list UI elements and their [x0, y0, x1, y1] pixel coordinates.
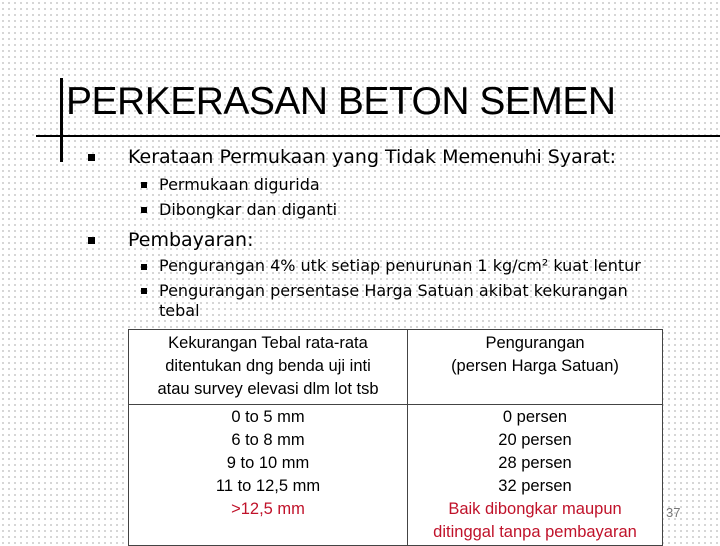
thickness-values-cell: 0 to 5 mm 6 to 8 mm 9 to 10 mm 11 to 12,5 mm >12,5 mm	[129, 405, 408, 546]
slide-title: PERKERASAN BETON SEMEN	[66, 80, 616, 123]
header-thickness-deficiency: Kekurangan Tebal rata-rata ditentukan dng benda uji inti atau survey elevasi dlm lot tsb	[129, 330, 408, 405]
sub-bullet-square-icon	[141, 182, 147, 188]
page-number: 37	[666, 505, 681, 520]
header-deduction: Pengurangan (persen Harga Satuan)	[408, 330, 663, 405]
sub-bullet-kekurangan-tebal-cont: tebal	[159, 301, 200, 320]
deduction-table	[128, 329, 663, 546]
title-vertical-rule	[60, 78, 63, 162]
sub-bullet-square-icon	[141, 264, 147, 270]
bullet-square-icon	[88, 154, 95, 161]
sub-bullet-dibongkar: Dibongkar dan diganti	[159, 200, 338, 219]
thickness-over-limit: >12,5 mm	[231, 500, 305, 518]
title-horizontal-rule	[36, 135, 720, 137]
bullet-square-icon	[88, 237, 95, 244]
bullet-pembayaran: Pembayaran:	[128, 229, 254, 251]
sub-bullet-kuat-lentur: Pengurangan 4% utk setiap penurunan 1 kg/cm² kuat lentur	[159, 256, 641, 275]
deduction-remove-note-cont: ditinggal tanpa pembayaran	[433, 523, 637, 541]
sub-bullet-digurida: Permukaan digurida	[159, 175, 320, 194]
deduction-values-cell: 0 persen 20 persen 28 persen 32 persen Baik dibongkar maupun ditinggal tanpa pembayaran	[408, 405, 663, 546]
sub-bullet-kekurangan-tebal: Pengurangan persentase Harga Satuan akibat kekurangan	[159, 281, 628, 300]
deduction-remove-note: Baik dibongkar maupun	[448, 500, 622, 518]
sub-bullet-square-icon	[141, 288, 147, 294]
table-header-row	[129, 330, 663, 405]
bullet-kerataan: Kerataan Permukaan yang Tidak Memenuhi Syarat:	[128, 146, 617, 168]
sub-bullet-square-icon	[141, 207, 147, 213]
table-row	[129, 405, 663, 546]
